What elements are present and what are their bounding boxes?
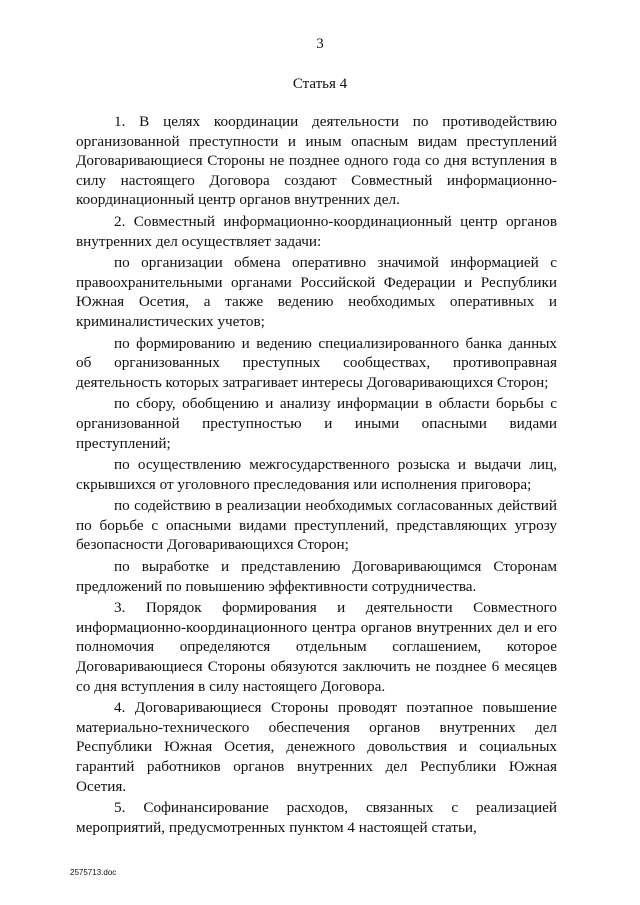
paragraph-task-3: по сбору, обобщению и анализу информации в области борьбы с организованной преступностью и иными опасными видами преступлений; — [76, 395, 557, 452]
paragraph-task-2: по формированию и ведению специализированного банка данных об организованных преступных сообществах, противоправная деятельность которых затрагивает интересы Договаривающихся Сторон; — [76, 334, 557, 391]
document-filename: 2575713.doc — [70, 868, 117, 877]
paragraph-5: 5. Софинансирование расходов, связанных с реализацией мероприятий, предусмотренных пунктом 4 настоящей статьи, — [76, 799, 557, 836]
paragraph-4: 4. Договаривающиеся Стороны проводят поэтапное повышение материально-технического обеспечения органов внутренних дел Республики Южная Осетия, денежного довольствия и социальных гарантий работников органов внутренних дел Республики Южная Осетия. — [76, 699, 557, 795]
paragraph-2: 2. Совместный информационно-координационный центр органов внутренних дел осуществляет задачи: — [76, 212, 557, 250]
paragraph-task-5: по содействию в реализации необходимых согласованных действий по борьбе с опасными видами преступлений, представляющих угрозу безопасности Договаривающихся Сторон; — [76, 497, 557, 554]
page-number: 3 — [316, 36, 324, 52]
article-title: Статья 4 — [292, 76, 348, 92]
article-body — [76, 112, 557, 839]
paragraph-task-6: по выработке и представлению Договаривающимся Сторонам предложений по повышению эффективности сотрудничества. — [76, 558, 557, 595]
paragraph-3: 3. Порядок формирования и деятельности Совместного информационно-координационного центра органов внутренних дел и его полномочия определяются отдельным соглашением, которое Договаривающиеся Стороны обязуются заключить не позднее 6 месяцев со дня вступления в силу настоящего Договора. — [76, 599, 557, 695]
paragraph-task-1: по организации обмена оперативно значимой информацией с правоохранительными органами Российской Федерации и Республики Южная Осетия, а также ведению необходимых оперативных и криминалистических учетов; — [76, 254, 557, 330]
paragraph-task-4: по осуществлению межгосударственного розыска и выдачи лиц, скрывшихся от уголовного преследования или исполнения приговора; — [76, 456, 557, 493]
paragraph-1: 1. В целях координации деятельности по противодействию организованной преступности и иным опасным видам преступлений Договаривающиеся Стороны не позднее одного года со дня вступления в силу настоящего Договора создают Совместный информационно-координационный центр органов внутренних дел. — [76, 113, 557, 209]
